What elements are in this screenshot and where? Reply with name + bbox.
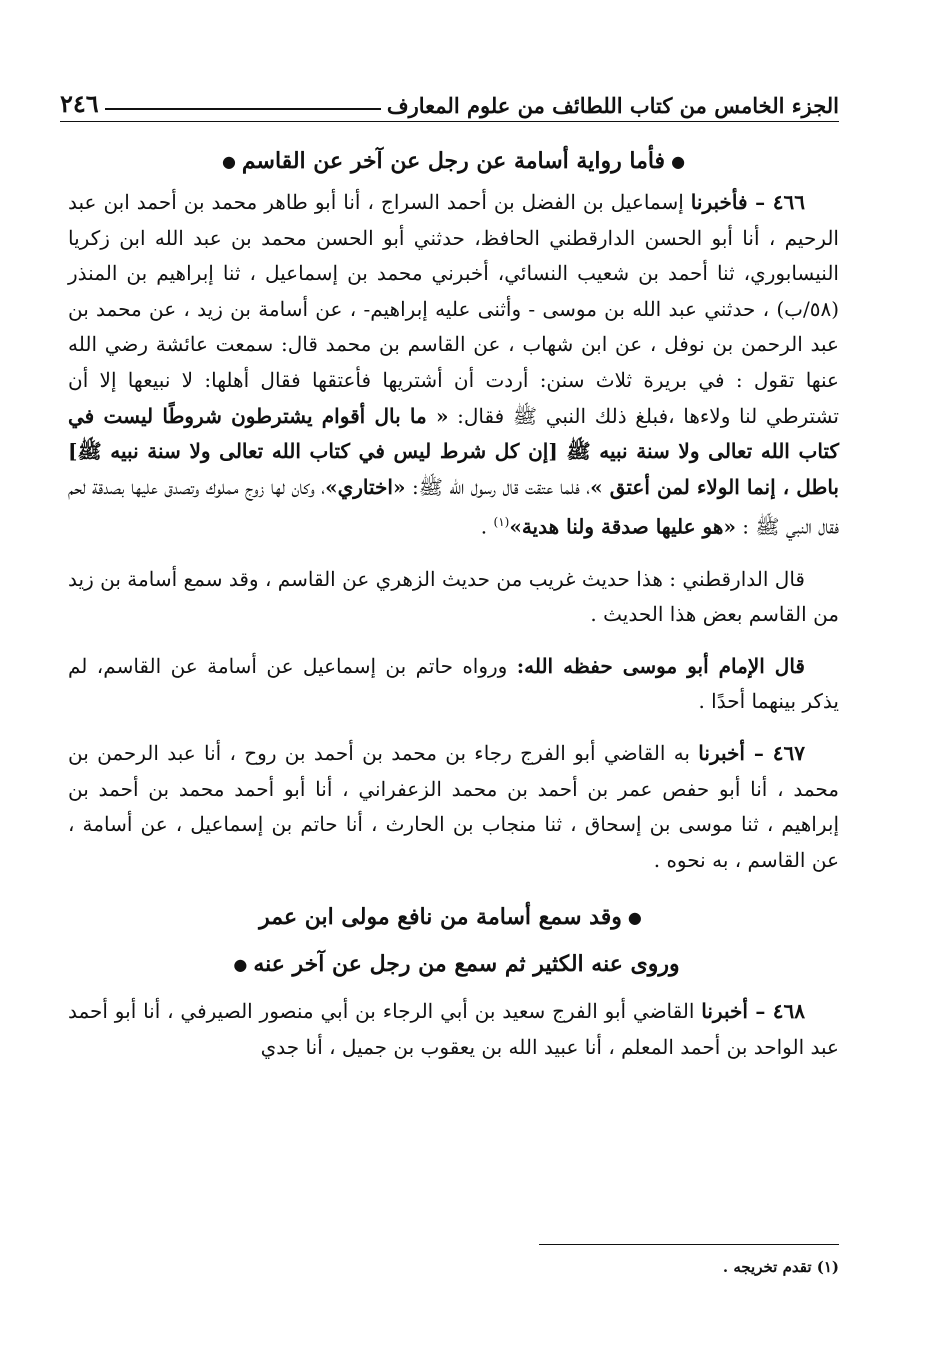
hadith-text: ، فلما عتقت قال رسول الله ﷺ: — [405, 474, 591, 499]
bullet-icon: ● — [627, 908, 642, 928]
comment-text: قال الدارقطني : هذا حديث غريب من حديث الزهري عن القاسم ، وقد سمع أسامة بن زيد من القاسم بعض هذا الحديث . — [68, 566, 839, 627]
hadith-text: . — [480, 515, 494, 539]
section-heading-2-line2 — [68, 941, 839, 988]
running-title: الجزء الخامس من كتاب اللطائف من علوم المعارف — [386, 93, 839, 118]
hadith-text: القاضي أبو الفرج سعيد بن أبي الرجاء بن أبي منصور الصيرفي ، أنا أبو أحمد عبد الواحد بن أحمد المعلم ، أنا عبيد الله بن يعقوب بن جميل ، أنا جدي — [68, 999, 839, 1059]
hadith-467 — [68, 736, 839, 878]
comment-text: ورواه حاتم بن إسماعيل عن أسامة عن القاسم، لم يذكر بينهما أحدًا . — [68, 653, 839, 714]
page-header — [60, 78, 839, 118]
hadith-466 — [68, 185, 839, 546]
page-number: ٢٤٦ — [60, 89, 99, 118]
section-heading-text: فأما رواية أسامة عن رجل عن آخر عن القاسم — [241, 148, 666, 174]
section-heading-2 — [68, 894, 839, 941]
footnote: (١) تقدم تخريجه . — [722, 1258, 839, 1276]
hadith-number: ٤٦٧ – أخبرنا — [698, 740, 805, 765]
comment-lead: قال الإمام أبو موسى حفظه الله: — [516, 653, 805, 678]
hadith-468 — [68, 994, 839, 1065]
bullet-icon: ● — [221, 152, 236, 171]
page-body — [68, 138, 839, 1082]
prophetic-quote: «اختاري» — [325, 474, 406, 499]
hadith-text: به القاضي أبو الفرج رجاء بن محمد بن أحمد بن روح ، أنا عبد الرحمن بن محمد ، أنا أبو حفص عمر بن أحمد بن محمد الزعفراني ، أنا أبو أحمد محمد بن أحمد بن إبراهيم ، ثنا موسى بن إسحاق ، ثنا منجاب بن الحارث ، أنا حاتم بن إسماعيل ، عن أسامة ، عن القاسم ، به نحوه . — [68, 740, 839, 872]
section-heading-text: وقد سمع أسامة من نافع مولى ابن عمر — [259, 904, 622, 931]
section-heading-text: وروى عنه الكثير ثم سمع من رجل عن آخر عنه — [253, 951, 680, 978]
abu-musa-comment — [68, 649, 839, 720]
hadith-text: ، وكان لها زوج مملوك وتصدق عليها بصدقة لحم فقال النبي ﷺ : — [68, 474, 839, 539]
header-divider — [60, 121, 839, 122]
section-heading — [68, 138, 839, 185]
prophetic-quote: « ما بال أقوام يشترطون شروطًا ليست في كتاب الله تعالى ولا سنة نبيه ﷺ [إن كل شرط ليس في كتاب الله تعالى ولا سنة نبيه ﷺ] باطل ، إنما الولاء لمن أعتق » — [68, 403, 840, 499]
hadith-number: ٤٦٨ – أخبرنا — [701, 999, 806, 1024]
prophetic-quote: «هو عليها صدقة ولنا هدية» — [509, 515, 736, 539]
hadith-text: إسماعيل بن الفضل بن أحمد السراج ، أنا أبو طاهر محمد بن أحمد ابن عبد الرحيم ، أنا أبو الحسن الدارقطني الحافظ، حدثني أبو الحسن محمد بن عبد الله ابن زكريا النيسابوري، ثنا أحمد بن شعيب النسائي، أخبرني محمد بن إسماعيل ، ثنا إبراهيم بن المنذر (٥٨/ب) ، حدثني عبد الله بن موسى - وأثنى عليه إبراهيم- ، عن أسامة بن زيد ، عن محمد بن عبد الرحمن بن نوفل ، عن ابن شهاب ، عن القاسم بن محمد قال: سمعت عائشة رضي الله عنها تقول : في بريرة ثلاث سنن: أردت أن أشتريها فأعتقها فقال أهلها: لا نبيعها إلا أن تشترطي لنا ولاءها ،فبلغ ذلك النبي ﷺ فقال: — [68, 190, 840, 428]
footnote-marker: (١) — [493, 515, 510, 530]
bullet-icon: ● — [233, 955, 248, 975]
header-dash-rule — [105, 108, 381, 110]
bullet-icon: ● — [671, 152, 686, 171]
hadith-number: ٤٦٦ – فأخبرنا — [690, 190, 805, 214]
footnote-divider — [539, 1244, 839, 1245]
daraqutni-comment — [68, 562, 839, 633]
